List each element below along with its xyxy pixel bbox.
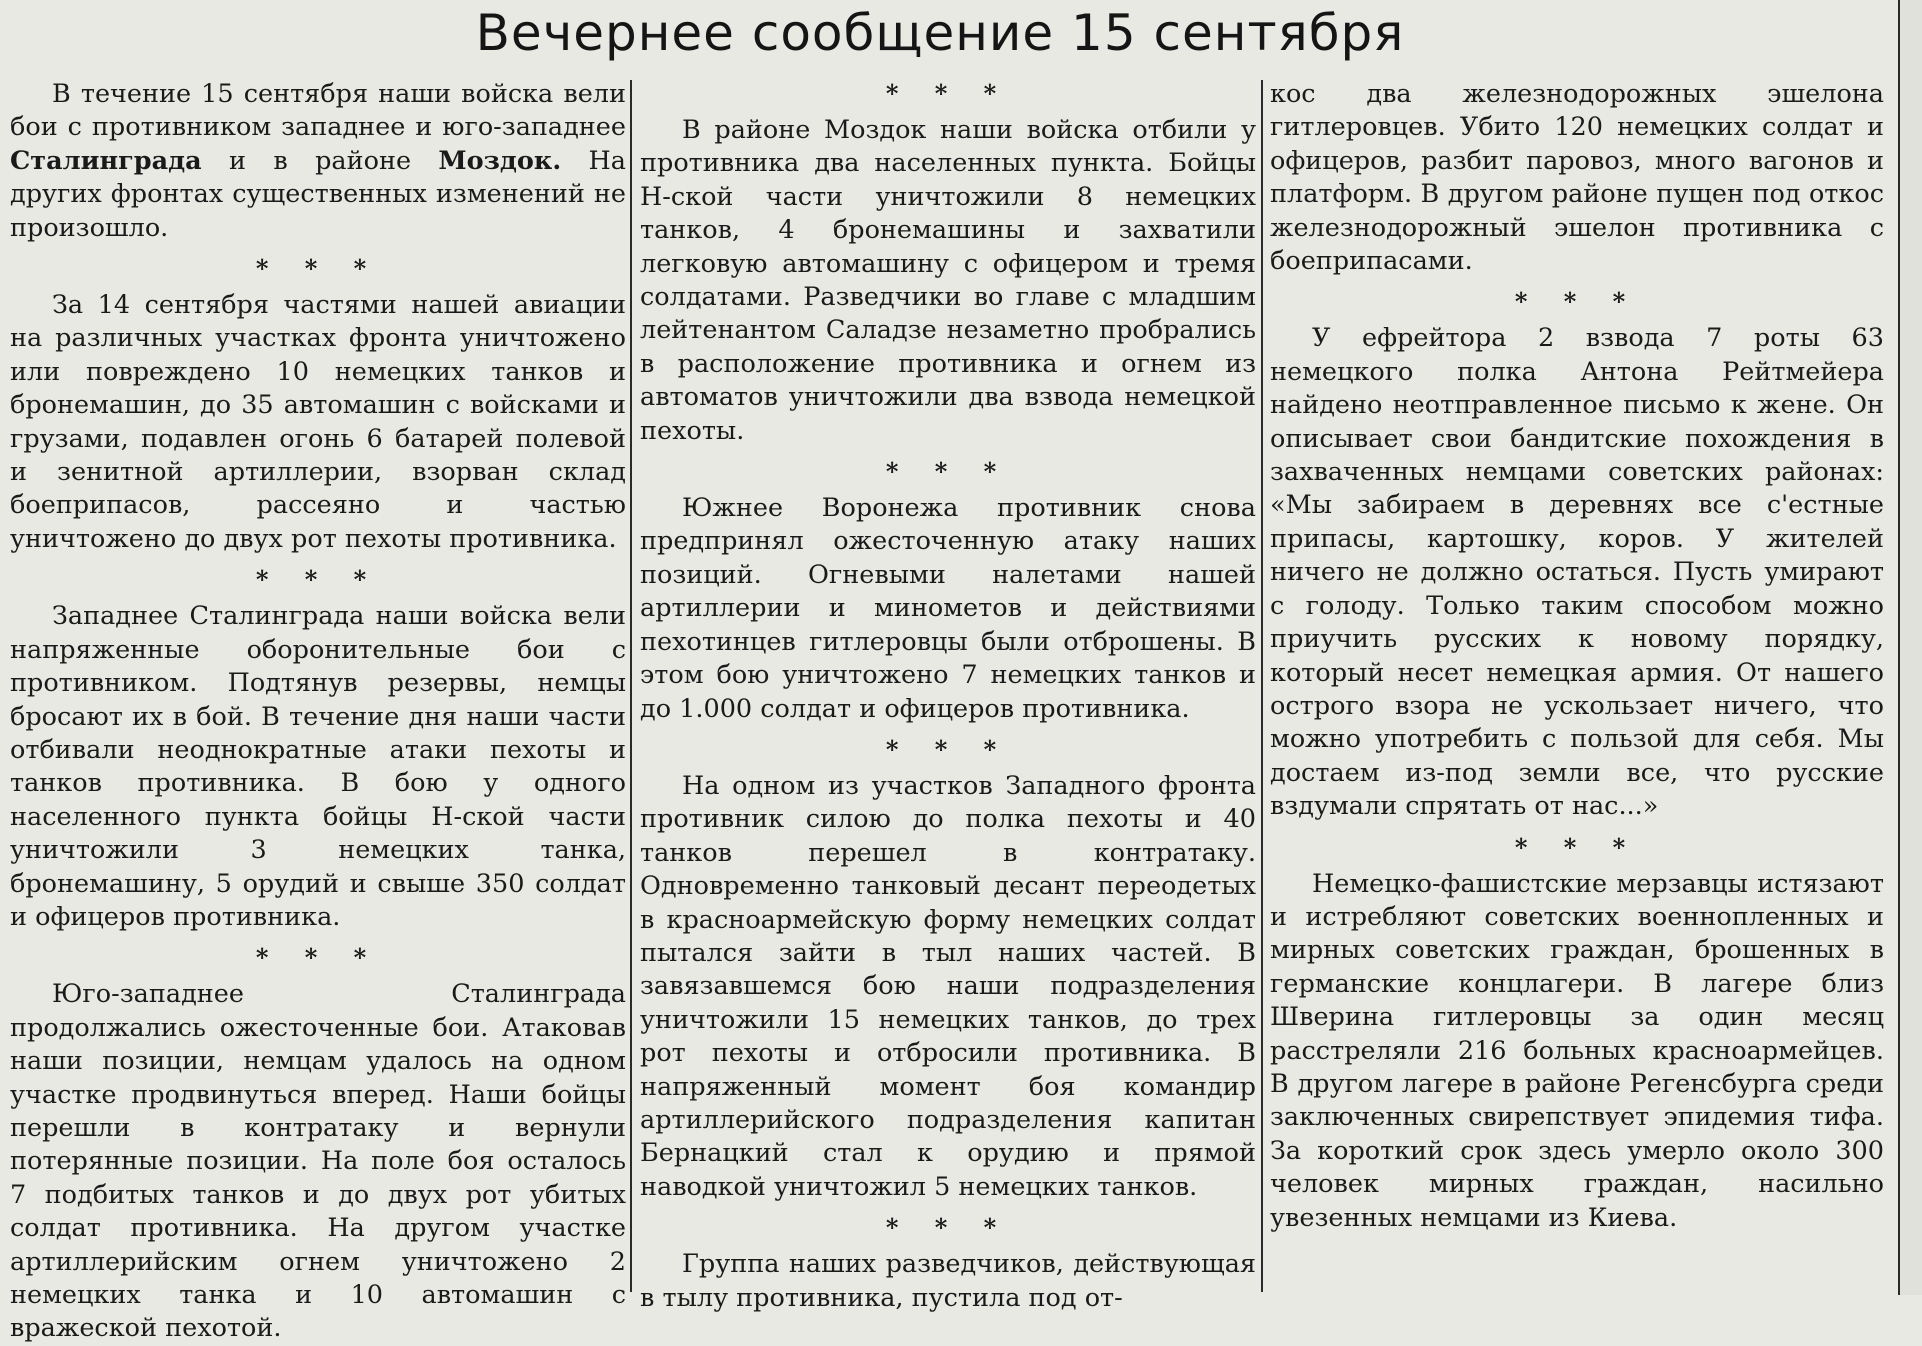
paragraph-scouts: Группа наших разведчиков, действующая в тылу противника, пустила под от- [640,1249,1256,1313]
paragraph-aviation: За 14 сентября частями нашей авиации на различных участках фронта уничтожено или повреждено 10 немецких танков и бронемашин, до 35 автомашин с войсками и грузами, подавлен огонь 6 батарей полевой и зенитной артиллерии, взорван склад боеприпасов, рассеяно и частью уничтожено до двух рот пехоты противника. [10,290,626,554]
paragraph-summary: В течение 15 сентября наши войска вели бои с противником западнее и юго-западнее Сталинграда и в районе Моздок. На других фронтах существенных изменений не произошло. [10,79,626,243]
paragraph-mozdok: В районе Моздок наши войска отбили у противника два населенных пункта. Бойцы Н-ской части уничтожили 8 немецких танков, 4 бронемашины и захватили легковую автомашину с офицером и тремя солдатами. Разведчики во главе с младшим лейтенантом Саладзе незаметно пробрались в расположение противника и огнем из автоматов уничтожили два взвода немецкой пехоты. [640,115,1256,446]
adjacent-page-edge [1898,0,1922,1295]
paragraph-western-front: На одном из участков Западного фронта противник силою до полка пехоты и 40 танков перешел в контратаку. Одновременно танковый десант переодетых в красноармейскую форму немецких солдат пытался зайти в тыл наших частей. В завязавшемся бою наши подразделения уничтожили 15 немецких танков, до трех рот пехоты и отбросили противника. В напряженный момент боя командир артиллерийского подразделения капитан Бернацкий стал к орудию и прямой наводкой уничтожил 5 немецких танков. [640,770,1256,1202]
paragraph-scouts-continued: кос два железнодорожных эшелона гитлеровцев. Убито 120 немецких солдат и офицеров, разбит паровоз, много вагонов и платформ. В другом районе пущен под откос железнодорожный эшелон противника с боеприпасами. [1270,79,1884,277]
section-separator: * * * [885,1213,1011,1243]
column-2 [640,78,1256,1313]
headline: Вечернее сообщение 15 сентября [475,4,1405,62]
column-rule [630,80,632,1292]
section-separator: * * * [255,943,381,973]
section-separator: * * * [885,79,1011,108]
paragraph-southwest-of-stalingrad: Юго-западнее Сталинграда продолжались ожесточенные бои. Атаковав наши позиции, немцам удалось на одном участке продвинуться вперед. Наши бойцы перешли в контратаку и вернули потерянные позиции. На поле боя осталось 7 подбитых танков и до двух рот убитых солдат противника. На другом участке артиллерийским огнем уничтожено 2 немецких танка и 10 автомашин с вражеской пехотой. [10,979,626,1344]
paragraph-west-of-stalingrad: Западнее Сталинграда наши войска вели напряженные оборонительные бои с противником. Подтянув резервы, немцы бросают их в бой. В течение дня наши части отбивали неоднократные атаки пехоты и танков противника. В бою у одного населенного пункта бойцы Н-ской части уничтожили 3 немецких танка, бронемашину, 5 орудий и свыше 350 солдат и офицеров противника. [10,601,626,932]
column-rule [1261,80,1263,1292]
paragraph-letter: У ефрейтора 2 взвода 7 роты 63 немецкого полка Антона Рейтмейера найдено неотправленное письмо к жене. Он описывает свои бандитские похождения в захваченных немцами советских районах: «Мы забираем в деревнях все с'естные припасы, картошку, коров. У жителей ничего не должно остаться. Пусть умирают с голоду. Только таким способом можно приучить русских к новому порядку, который несет немецкая армия. От нашего острого взора не ускользает ничего, что можно употребить с пользой для себя. Мы достаем из-под земли все, что русские вздумали спрятать от нас...» [1270,323,1884,822]
section-separator: * * * [885,457,1011,487]
paragraph-voronezh: Южнее Воронежа противник снова предпринял ожесточенную атаку наших позиций. Огневыми налетами нашей артиллерии и минометов и действиями пехотинцев гитлеровцы были отброшены. В этом бою уничтожено 7 немецких танков и до 1.000 солдат и офицеров противника. [640,493,1256,724]
paragraph-concentration-camps: Немецко-фашистские мерзавцы истязают и истребляют советских военнопленных и мирных советских граждан, брошенных в германские концлагери. В лагере близ Шверина гитлеровцы за один месяц расстреляли 216 больных красноармейцев. В другом лагере в районе Регенсбурга среди заключенных свирепствует эпидемия тифа. За короткий срок здесь умерло около 300 человек мирных граждан, насильно увезенных немцами из Киева. [1270,868,1884,1233]
section-separator: * * * [885,734,1011,764]
section-separator: * * * [1514,287,1640,317]
section-separator: * * * [255,254,381,284]
column-1 [10,78,626,1344]
section-separator: * * * [1514,832,1640,862]
section-separator: * * * [255,565,381,595]
column-3 [1270,78,1884,1288]
